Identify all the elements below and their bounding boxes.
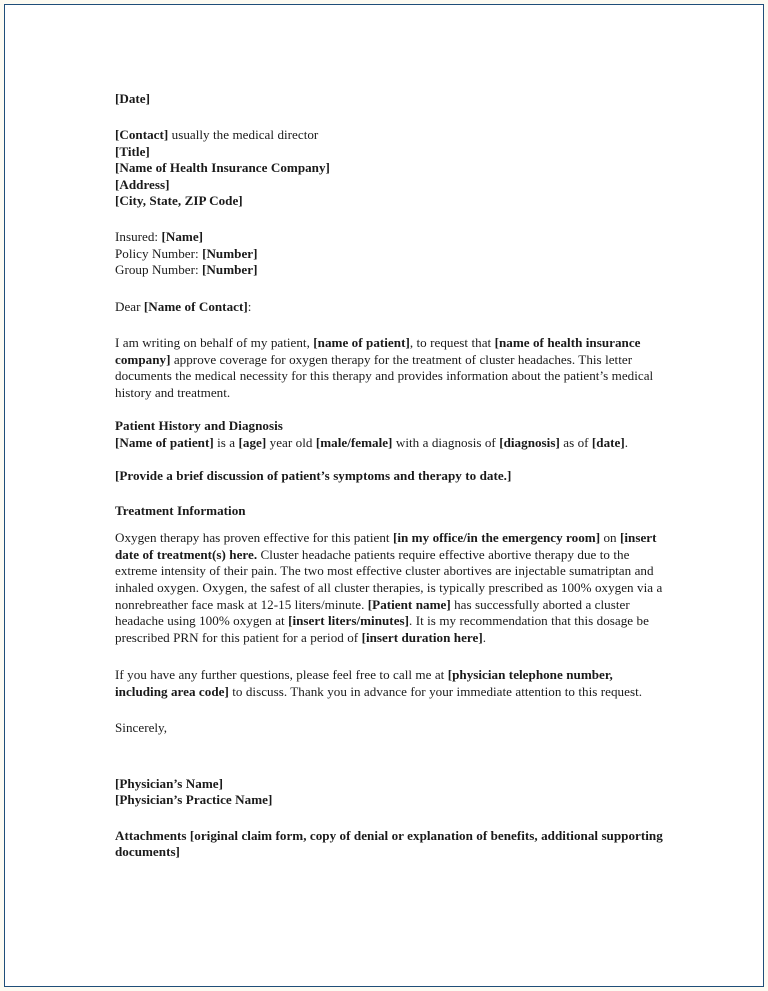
recipient-address-placeholder: [Address] <box>115 176 170 192</box>
policy-number-line <box>115 246 665 262</box>
policy-number-value: [Number] <box>202 245 258 261</box>
closing-phone-placeholder: [physician telephone number, including area code] <box>115 667 613 699</box>
recipient-title-placeholder: [Title] <box>115 143 150 159</box>
physician-name-placeholder: [Physician’s Name] <box>115 776 223 791</box>
recipient-city-state-zip-line <box>115 193 665 209</box>
recipient-city-state-zip-placeholder: [City, State, ZIP Code] <box>115 193 243 209</box>
group-number-label: Group Number: <box>115 262 203 278</box>
history-diagnosis-placeholder: [diagnosis] <box>499 434 560 450</box>
spacer-before-attachments <box>115 809 665 828</box>
history-gender-placeholder: [male/female] <box>315 434 393 450</box>
spacer-after-date <box>115 107 665 127</box>
intro-text-3: approve coverage for oxygen therapy for the treatment of cluster headaches. This letter documents the medical necessity for this therapy and provides information about the patient’s medical history and treatment. <box>115 351 654 400</box>
treatment-date-placeholder: [insert date of treatment(s) here. <box>115 530 657 562</box>
letter-content <box>115 91 665 861</box>
group-number-value: [Number] <box>202 262 258 278</box>
document-page <box>5 5 763 986</box>
salutation-punctuation: : <box>247 298 252 314</box>
policy-number-label: Policy Number: <box>115 245 203 261</box>
history-text-3: with a diagnosis of <box>392 434 500 450</box>
intro-paragraph <box>115 335 665 401</box>
intro-text-1: I am writing on behalf of my patient, <box>115 335 314 351</box>
signature-space <box>115 736 665 776</box>
closing-text-2: to discuss. Thank you in advance for your immediate attention to this request. <box>228 684 643 699</box>
insured-line <box>115 229 665 245</box>
treatment-paragraph <box>115 530 665 646</box>
attachments-line: Attachments [original claim form, copy of denial or explanation of benefits, additional supporting documents] <box>115 827 663 860</box>
spacer-after-salutation <box>115 315 665 335</box>
history-text-5: . <box>624 434 629 450</box>
recipient-address-line <box>115 177 665 193</box>
recipient-company-line <box>115 160 665 176</box>
signature-block <box>115 776 665 809</box>
spacer-before-signoff <box>115 701 665 720</box>
recipient-title-line <box>115 144 665 160</box>
recipient-company-placeholder: [Name of Health Insurance Company] <box>115 160 330 176</box>
treatment-liters-placeholder: [insert liters/minutes] <box>288 613 410 629</box>
sign-off-line: Sincerely, <box>115 719 168 735</box>
treatment-location-placeholder: [in my office/in the emergency room] <box>392 530 601 546</box>
brief-discussion-instruction: [Provide a brief discussion of patient’s symptoms and therapy to date.] <box>115 468 512 484</box>
intro-text-2: , to request that <box>409 335 495 351</box>
history-date-placeholder: [date] <box>591 434 625 450</box>
treatment-text-3: Cluster headache patients require effective abortive therapy due to the extreme intensity of their pain. The two most effective cluster abortives are injectable sumatriptan and inhaled oxygen. Oxygen, the safest of all cluster therapies, is typically prescribed as 100% oxygen via a nonrebreather face mask at 12-15 liters/minute. <box>115 546 663 612</box>
treatment-text-1: Oxygen therapy has proven effective for this patient <box>115 530 393 546</box>
patient-history-heading: Patient History and Diagnosis <box>115 418 283 434</box>
history-text-4: as of <box>559 434 592 450</box>
spacer-after-treatment-heading <box>115 519 665 530</box>
date-line <box>115 91 665 107</box>
treatment-duration-placeholder: [insert duration here] <box>361 629 483 645</box>
salutation-name-placeholder: [Name of Contact] <box>143 298 248 314</box>
physician-practice-line <box>115 792 665 808</box>
history-text-2: year old <box>266 434 316 450</box>
spacer-after-recipient <box>115 209 665 229</box>
recipient-address-block <box>115 127 665 209</box>
date-placeholder: [Date] <box>115 91 151 106</box>
physician-name-line <box>115 776 665 792</box>
closing-paragraph <box>115 667 665 700</box>
spacer-after-history <box>115 451 665 468</box>
treatment-information-heading: Treatment Information <box>115 502 246 518</box>
treatment-patient-name-placeholder: [Patient name] <box>367 596 451 612</box>
treatment-text-2: on <box>600 530 621 546</box>
intro-insurer-placeholder: [name of health insurance company] <box>115 335 641 367</box>
treatment-text-4: has successfully aborted a cluster headache using 100% oxygen at <box>115 596 630 629</box>
history-name-placeholder: [Name of patient] <box>115 434 214 450</box>
history-age-placeholder: [age] <box>238 434 267 450</box>
physician-practice-placeholder: [Physician’s Practice Name] <box>115 792 273 808</box>
spacer-after-intro <box>115 401 665 418</box>
spacer-after-brief-discussion <box>115 485 665 503</box>
closing-text-1: If you have any further questions, please feel free to call me at <box>115 667 448 683</box>
salutation-line <box>115 299 665 315</box>
policy-info-block <box>115 229 665 278</box>
intro-patient-placeholder: [name of patient] <box>313 335 410 351</box>
insured-value: [Name] <box>161 229 204 245</box>
recipient-contact-placeholder: [Contact] <box>115 127 169 143</box>
insured-label: Insured: <box>115 229 162 245</box>
salutation-greeting: Dear <box>115 298 144 314</box>
group-number-line <box>115 262 665 278</box>
history-text-1: is a <box>213 434 239 450</box>
spacer-after-treatment <box>115 646 665 667</box>
patient-history-paragraph <box>115 435 665 452</box>
recipient-contact-note: usually the medical director <box>168 127 319 143</box>
treatment-text-6: . <box>482 629 487 645</box>
page-border-frame <box>4 4 764 987</box>
recipient-contact-line <box>115 127 665 143</box>
treatment-text-5: . It is my recommendation that this dosage be prescribed PRN for this patient for a period of <box>115 613 649 645</box>
spacer-after-policy <box>115 279 665 299</box>
